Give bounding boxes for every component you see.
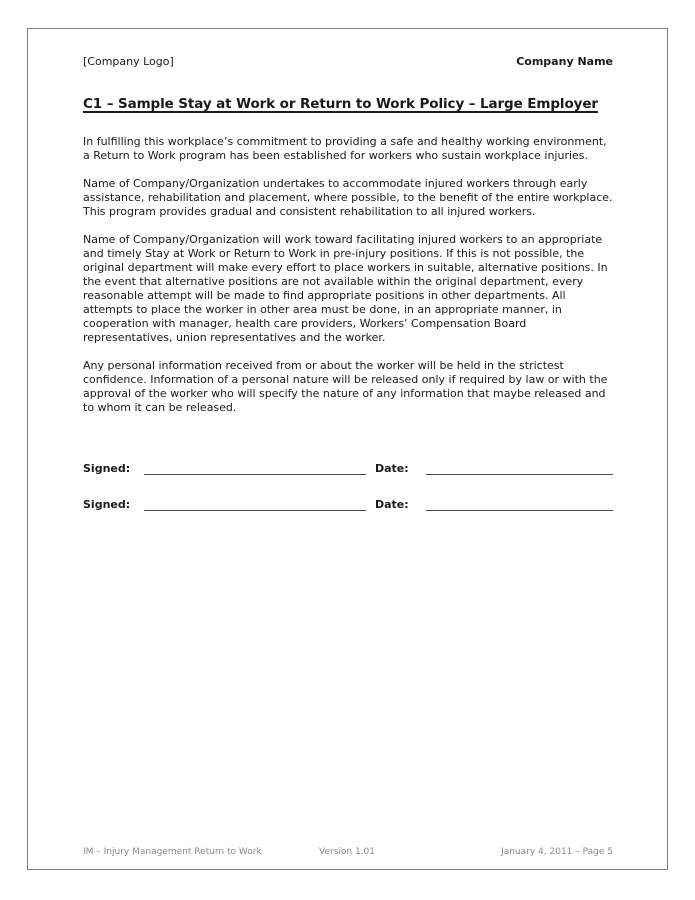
paragraph-accommodation: Name of Company/Organization undertakes to accommodate injured workers through early assistance, rehabilitation and placement, where possible, to the benefit of the entire workplace. This program provides gradual and consistent rehabilitation to all injured workers. (83, 177, 613, 218)
date-line (426, 461, 613, 475)
footer-document-name: IM – Injury Management Return to Work (83, 847, 262, 857)
company-logo-placeholder: [Company Logo] (83, 55, 174, 68)
date-line (426, 497, 613, 511)
document-page (27, 28, 668, 870)
policy-body (83, 135, 613, 415)
footer-version: Version 1.01 (319, 847, 375, 857)
signature-line (144, 497, 366, 511)
company-name: Company Name (516, 55, 613, 68)
paragraph-confidentiality: Any personal information received from or about the worker will be held in the strictest confidence. Information of a personal nature will be released only if required by law or with the approval of the worker who will specify the nature of any information that maybe released and to whom it can be released. (83, 359, 608, 414)
signed-label: Signed: (83, 462, 131, 475)
signature-row (83, 460, 613, 475)
date-label: Date: (375, 498, 409, 511)
document-footer (83, 847, 613, 857)
signature-block (83, 460, 613, 511)
signature-row (83, 496, 613, 511)
signed-label: Signed: (83, 498, 131, 511)
footer-date-page: January 4, 2011 – Page 5 (501, 847, 613, 857)
page-content (28, 29, 667, 869)
signature-line (144, 461, 366, 475)
page-title: C1 – Sample Stay at Work or Return to Work Policy – Large Employer (83, 96, 598, 112)
document-header (83, 55, 613, 69)
date-label: Date: (375, 462, 409, 475)
paragraph-commitment: In fulfilling this workplace’s commitment to providing a safe and healthy working environment, a Return to Work program has been established for workers who sustain workplace injuries. (83, 135, 607, 162)
paragraph-placement: Name of Company/Organization will work toward facilitating injured workers to an appropriate and timely Stay at Work or Return to Work in pre-injury positions. If this is not possible, the original department will make every effort to place workers in suitable, alternative positions. In the event that alternative positions are not available within the original department, every reasonable attempt will be made to find appropriate positions in other departments. All attempts to place the worker in other area must be done, in an appropriate manner, in cooperation with manager, health care providers, Workers’ Compensation Board representatives, union representatives and the worker. (83, 233, 608, 344)
